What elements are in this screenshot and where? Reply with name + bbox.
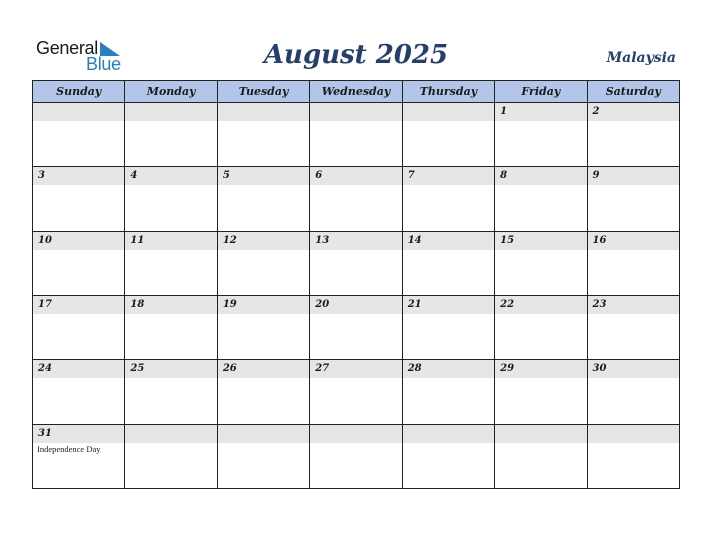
day-cell[interactable] [587,231,679,295]
day-number-bar [495,360,586,378]
day-number-bar [310,425,401,443]
day-number-bar [403,296,494,314]
day-cell[interactable] [33,167,125,231]
day-cell[interactable] [33,360,125,424]
day-number-bar [403,103,494,121]
day-number-bar [310,296,401,314]
day-number-bar [588,360,679,378]
week-row [33,360,680,424]
day-number: 2 [592,106,600,117]
weekday-header-row [33,81,680,103]
day-cell[interactable] [125,295,217,359]
holiday-label: Independence Day [37,443,101,454]
day-cell[interactable] [33,103,125,167]
day-number-bar [588,425,679,443]
day-number-bar [33,296,124,314]
weekday-header: Sunday [33,81,125,103]
week-row [33,424,680,488]
day-number: 20 [315,298,330,310]
day-number: 15 [500,234,515,246]
day-number-bar [125,103,216,121]
day-number-bar [125,232,216,250]
weekday-header: Thursday [402,81,494,103]
day-number-bar [218,360,309,378]
day-cell[interactable] [402,295,494,359]
day-cell[interactable] [33,231,125,295]
day-cell[interactable] [217,360,309,424]
day-number: 18 [130,298,145,310]
day-cell[interactable] [495,103,587,167]
day-number-bar [33,425,124,443]
day-cell[interactable] [587,295,679,359]
day-cell[interactable] [310,424,402,488]
day-number-bar [125,296,216,314]
day-number: 16 [592,234,607,246]
day-cell[interactable] [402,360,494,424]
day-cell[interactable] [125,424,217,488]
day-cell[interactable] [33,424,125,488]
day-cell[interactable] [402,231,494,295]
day-number-bar [495,167,586,185]
weekday-header: Wednesday [310,81,402,103]
country-label: Malaysia [606,50,676,66]
day-number-bar [310,167,401,185]
day-cell[interactable] [402,103,494,167]
day-number-bar [125,360,216,378]
day-cell[interactable] [402,167,494,231]
day-cell[interactable] [587,360,679,424]
day-number-bar [310,360,401,378]
day-cell[interactable] [310,231,402,295]
day-number-bar [218,296,309,314]
day-number: 3 [38,170,45,182]
day-cell[interactable] [125,167,217,231]
day-number: 24 [38,363,52,375]
day-cell[interactable] [495,231,587,295]
day-cell[interactable] [402,424,494,488]
calendar-grid [32,80,680,489]
page-title: August 2025 [263,40,449,70]
day-number-bar [403,360,494,378]
logo-blue-text: Blue [86,54,121,74]
day-cell[interactable] [495,167,587,231]
day-number: 13 [315,234,330,246]
week-row [33,231,680,295]
day-number-bar [310,103,401,121]
day-number-bar [495,103,586,121]
day-cell[interactable] [125,103,217,167]
day-number: 17 [38,298,52,310]
day-cell[interactable] [587,103,679,167]
day-number: 25 [130,363,145,375]
day-number: 31 [38,427,52,439]
day-number-bar [403,232,494,250]
day-cell[interactable] [125,231,217,295]
day-number: 9 [592,170,600,182]
day-number: 19 [222,298,237,310]
day-number-bar [588,167,679,185]
day-number-bar [33,360,124,378]
day-number: 22 [500,298,515,310]
day-number-bar [33,167,124,185]
day-cell[interactable] [587,167,679,231]
day-cell[interactable] [310,360,402,424]
day-cell[interactable] [217,167,309,231]
day-cell[interactable] [217,231,309,295]
weekday-header: Friday [495,81,587,103]
week-row [33,295,680,359]
day-number-bar [588,232,679,250]
day-number-bar [125,167,216,185]
weekday-header: Monday [125,81,217,103]
day-cell[interactable] [495,424,587,488]
day-cell[interactable] [217,424,309,488]
day-cell[interactable] [495,295,587,359]
day-number-bar [588,296,679,314]
day-number-bar [218,425,309,443]
day-number: 5 [222,170,230,182]
day-cell[interactable] [310,167,402,231]
weekday-header: Saturday [587,81,679,103]
day-number: 1 [500,106,508,117]
day-number-bar [125,425,216,443]
day-number: 11 [130,234,145,246]
day-number-bar [495,425,586,443]
week-row [33,167,680,231]
day-number: 14 [407,234,422,246]
day-number: 6 [315,170,323,182]
day-number-bar [310,232,401,250]
day-number-bar [218,167,309,185]
day-number: 28 [407,363,422,375]
day-number: 27 [315,363,330,375]
week-row [33,103,680,167]
weekday-header: Tuesday [217,81,309,103]
day-number: 8 [500,170,508,182]
day-number-bar [403,167,494,185]
day-number: 21 [407,298,422,310]
day-number: 30 [592,363,607,375]
day-number: 29 [500,363,515,375]
day-number: 10 [38,234,52,246]
day-cell[interactable] [495,360,587,424]
day-number-bar [403,425,494,443]
day-number-bar [495,232,586,250]
logo-general-text: General [36,38,98,58]
day-cell[interactable] [310,103,402,167]
day-number: 12 [222,234,237,246]
day-number: 26 [222,363,237,375]
day-cell[interactable] [587,424,679,488]
day-number-bar [218,103,309,121]
day-cell[interactable] [125,360,217,424]
day-number-bar [33,103,124,121]
day-number-bar [33,232,124,250]
day-number: 4 [130,170,138,182]
day-number: 7 [407,170,415,182]
day-cell[interactable] [310,295,402,359]
day-cell[interactable] [33,295,125,359]
day-cell[interactable] [217,295,309,359]
day-number-bar [588,103,679,121]
day-cell[interactable] [217,103,309,167]
day-number-bar [495,296,586,314]
day-number-bar [218,232,309,250]
day-number: 23 [592,298,607,310]
